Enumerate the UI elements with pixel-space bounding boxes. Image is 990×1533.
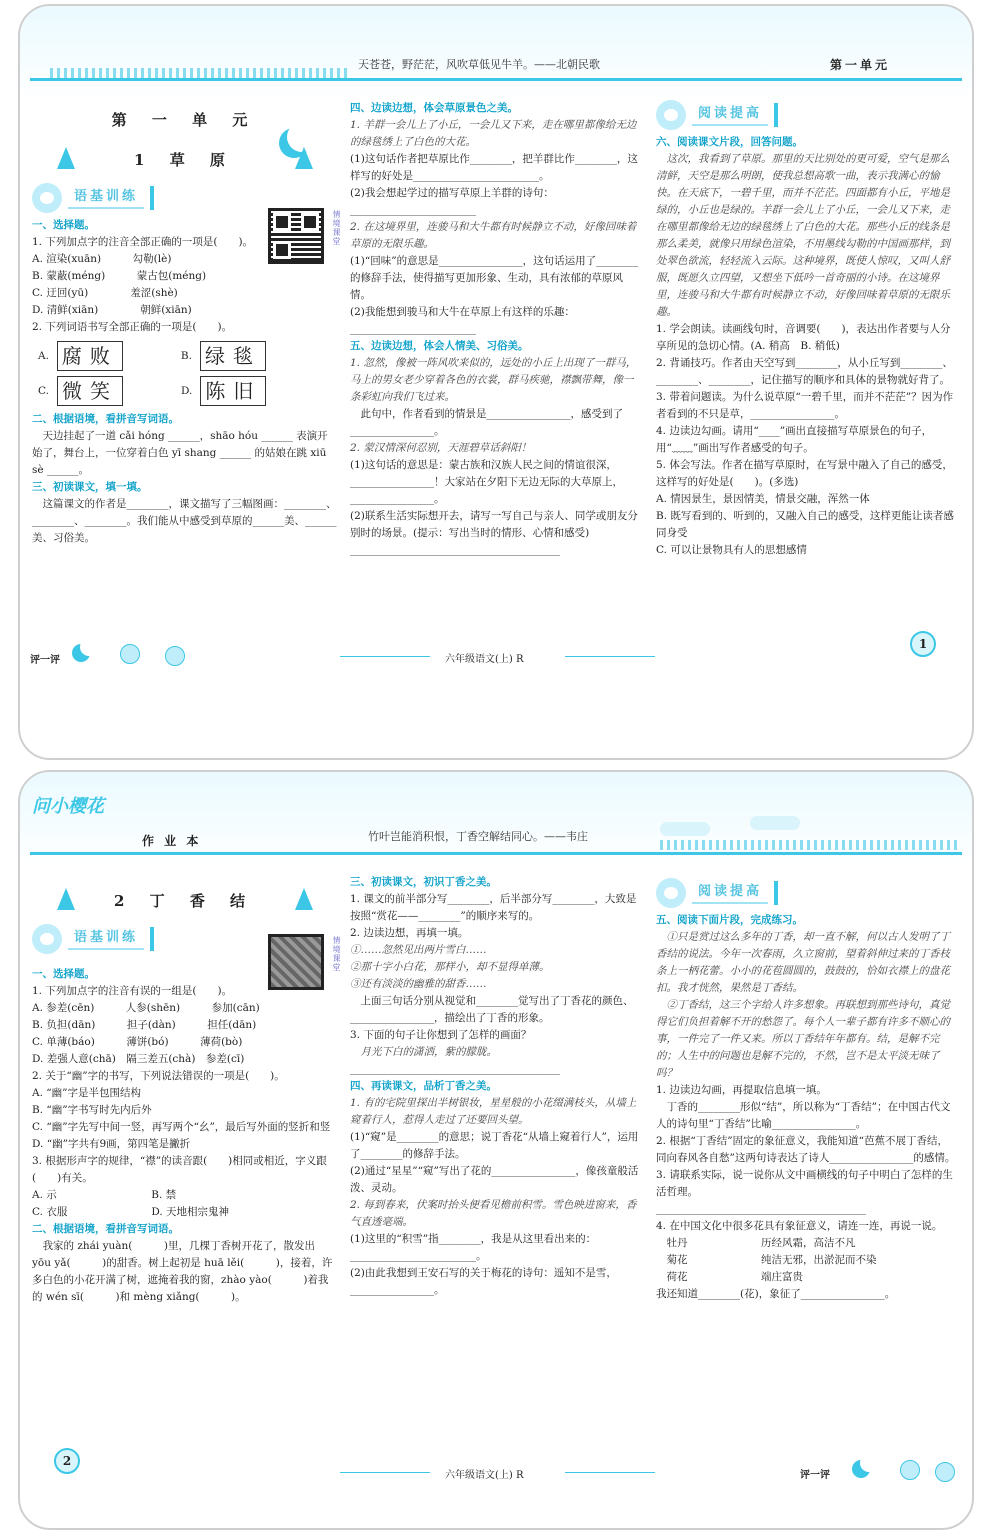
question-text: 我家的 zhái yuàn( )里，几棵丁香树开花了，散发出 yōu yǎ( )的甜香。树上起初是 huā lěi( )，接着，许多白色的小花开满了树，遮掩着我的窗，zhào yào( )着我的 wén sī( )和 mèng xiǎng( )。 <box>32 1240 333 1303</box>
question-text: 1. 学会朗读。读画线句时，音调要( )，表达出作者要与人分享所见的急切心情。(A. 稍高 B. 稍低) <box>656 323 951 352</box>
footer-book: 六年级语文(上) R <box>445 654 524 665</box>
banner-read <box>656 878 958 908</box>
option-letter: D. <box>181 384 193 397</box>
question-text: (1)这句话的意思是：蒙古族和汉族人民之间的情谊很深，________________！大家站在夕阳下无边无际的大草原上，________________。 <box>350 459 623 505</box>
footer-rate: 评一评 <box>30 655 60 666</box>
lesson-header <box>32 888 337 910</box>
section-heading: 四、边读边想，体会草原景色之美。 <box>350 102 518 114</box>
word-chars: 腐败 <box>61 344 118 368</box>
passage-text: 月光下白的潇洒，紫的朦胧。 <box>350 1046 497 1058</box>
passage-text: ①只是赏过这么多年的丁香，却一直不解，何以古人发明了丁香结的说法。今年一次春雨，久立窗前，望着斜伸过来的丁香枝条上一柄花蕾。小小的花苞圆圆的，鼓鼓的，恰如衣襟上的盘花扣。我才恍然，果然是丁香结。 <box>656 931 950 994</box>
qr-code[interactable] <box>268 208 324 264</box>
moon-icon <box>287 122 317 152</box>
moon-icon <box>80 638 98 656</box>
page-1 <box>18 4 974 760</box>
passage-text: 1. 忽然，像被一阵风吹来似的，远处的小丘上出现了一群马，马上的男女老少穿着各色的衣裳，群马疾驰，襟飘带舞，像一条彩虹向我们飞过来。 <box>350 357 637 403</box>
footer-line <box>340 1472 430 1473</box>
question-text: 1. 下列加点字的注音全部正确的一项是( )。 <box>32 236 254 248</box>
column-3-questions <box>656 912 958 1303</box>
question-text: 此句中，作者看到的情景是________________，感受到了________________。 <box>350 408 623 437</box>
banner-bar <box>150 186 154 210</box>
question-text: 4. 边读边勾画。请用“____”画出直接描写草原景色的句子，用“﹏﹏”画出写作者感受的句子。 <box>656 425 933 454</box>
word-chars: 微笑 <box>62 379 118 403</box>
word-chars: 陈旧 <box>205 379 262 403</box>
passage-text: ①……忽然见出两片雪白…… <box>350 944 487 956</box>
header-decor <box>660 840 960 850</box>
banner-read <box>656 100 958 130</box>
question-text: 上面三句话分别从视觉和________觉写出了丁香花的颜色、________________，描绘出了丁香的形象。 <box>350 995 634 1024</box>
word-box <box>200 376 266 406</box>
passage-text: ②丁香结，这三个字给人许多想象。再联想到那些诗句，真觉得它们负担着解不开的愁怨了。每个人一辈子都有许多不顺心的事，一件完了一件又来。所以丁香结年年都有。结，是解不完的；人生中的问题也是解不完的，不然，岂不是太平淡无味了吗？ <box>656 999 950 1079</box>
question-text: D. “幽”字共有9画，第四笔是撇折 <box>32 1138 191 1150</box>
question-text: 我还知道________(花)，象征了________________。 <box>656 1288 896 1300</box>
question-text: (2)我能想到骏马和大牛在草原上有这样的乐趣：________________________ <box>350 306 575 335</box>
section-heading: 六、阅读课文片段，回答问题。 <box>656 136 803 148</box>
question-text: 2. 边读边想，再填一填。 <box>350 927 469 939</box>
footer-line <box>565 656 655 657</box>
ball-icon <box>935 1462 955 1482</box>
mascot-icon <box>656 878 686 908</box>
question-text: 2. 背诵技巧。作者由天空写到________，从小丘写到________、________、________，记住描写的顺序和具体的景物就好背了。 <box>656 357 953 386</box>
question-text: 2. 下列词语书写全部正确的一项是( )。 <box>32 321 233 333</box>
question-text: (1)“回味”的意思是________________，这句话运用了________的修辞手法，使得描写更加形象、生动，具有浓郁的草原风情。 <box>350 255 639 301</box>
question-text: A. 情因景生，景因情美，情景交融，浑然一体 <box>656 493 870 505</box>
question-text: B. 蒙蔽(méng) 蒙古包(méng) <box>32 270 207 282</box>
banner-text: 阅读提高 <box>692 883 768 904</box>
question-text: (1)这句话作者把草原比作________，把羊群比作________，这样写的好处是________________________。 <box>350 153 638 182</box>
section-heading: 四、再读课文，品析丁香之美。 <box>350 1080 497 1092</box>
passage-text: 2. 蒙汉情深何忍别，天涯碧草话斜阳！ <box>350 442 532 454</box>
column-2 <box>350 100 642 559</box>
mascot-icon <box>32 924 62 954</box>
lesson-title: 2 丁 香 结 <box>113 892 256 910</box>
question-text: D. 清鲜(xiān) 朝鲜(xiān) <box>32 304 192 316</box>
banner-bar <box>774 103 778 127</box>
column-1 <box>32 102 341 547</box>
section-heading: 二、根据语境，看拼音写词语。 <box>32 1223 179 1235</box>
question-text: A. 参差(cēn) 人参(shēn) 参加(cān) <box>32 1002 260 1014</box>
question-text: A. 示 B. 禁 <box>32 1189 177 1201</box>
question-text: 牡丹 历经风霜，高洁不凡 <box>656 1237 856 1249</box>
word-box <box>200 341 266 371</box>
column-2 <box>350 874 642 1299</box>
question-text: ________________________________________ <box>350 1063 560 1075</box>
unit-title: 第 一 单 元 <box>111 111 258 129</box>
word-chars: 绿毯 <box>204 344 261 368</box>
brand-logo: 问小樱花 <box>32 796 104 817</box>
question-text: ________________________________________ <box>656 1203 866 1215</box>
question-text: 菊花 纯洁无邪，出淤泥而不染 <box>656 1254 877 1266</box>
moon-icon <box>860 1454 878 1472</box>
passage-text: 2. 在这境界里，连骏马和大牛都有时候静立不动，好像回味着草原的无限乐趣。 <box>350 221 637 250</box>
banner-bar <box>774 881 778 905</box>
banner-text: 语基训练 <box>68 929 144 950</box>
question-text: 丁香的________形似“结”，所以称为“丁香结”；在中国古代文人的诗句里“丁香结”比喻________________。 <box>656 1101 951 1130</box>
qr-label: 情境课堂 <box>332 936 341 972</box>
column-3-questions <box>656 134 958 559</box>
section-heading: 二、根据语境，看拼音写词语。 <box>32 413 179 425</box>
question-text: 3. 带着问题读。为什么说草原“一碧千里，而并不茫茫”？因为作者看到的不只是草，________________。 <box>656 391 954 420</box>
unit-label: 第一单元 <box>830 58 891 72</box>
mascot-icon <box>656 100 686 130</box>
banner-text: 阅读提高 <box>692 105 768 126</box>
passage-text: 1. 羊群一会儿上了小丘，一会儿又下来，走在哪里都像给无边的绿毯绣上了白色的大花。 <box>350 119 637 148</box>
cloud-icon <box>660 822 710 836</box>
footer-rate: 评一评 <box>800 1470 830 1481</box>
question-text: B. “幽”字书写时先内后外 <box>32 1104 152 1116</box>
section-heading: 五、边读边想，体会人情美、习俗美。 <box>350 340 529 352</box>
question-text: (2)由此我想到王安石写的关于梅花的诗句：遥知不是雪，________________。 <box>350 1267 617 1296</box>
ball-icon <box>120 644 140 664</box>
question-text: ________________________________________ <box>350 544 560 556</box>
lesson-title: 1 草 原 <box>134 151 235 169</box>
section-heading: 三、初读课文，填一填。 <box>32 481 148 493</box>
question-text: (2)通过“星星”“窥”写出了花的________________，像孩童般活泼、灵动。 <box>350 1165 639 1194</box>
page-2 <box>18 770 974 1530</box>
page-number: 1 <box>910 631 936 657</box>
ball-icon <box>165 646 185 666</box>
header-line <box>30 852 962 855</box>
header-line <box>30 78 962 81</box>
question-text: C. 衣服 D. 天地相宗鬼神 <box>32 1206 230 1218</box>
question-text: 1. 课文的前半部分写________，后半部分写________，大致是按照“赏花——________”的顺序来写的。 <box>350 893 637 922</box>
column-3 <box>656 96 958 559</box>
tree-icon <box>295 888 313 910</box>
column-1 <box>32 880 341 1306</box>
option-letter: C. <box>38 384 49 397</box>
mascot-icon <box>32 183 62 213</box>
passage-text: 这次，我看到了草原。那里的天比别处的更可爱，空气是那么清鲜，天空是那么明朗，使我总想高歌一曲，表示我满心的愉快。在天底下，一碧千里，而并不茫茫。四面都有小丘，平地是绿的，小丘也是绿的。羊群一会儿上了小丘，一会儿又下来，走在哪里都像给无边的绿毯绣上了白色的大花。那些小丘的线条是那么柔美，就像只用绿色渲染，不用墨线勾勒的中国画那样，到处翠色欲流，轻轻流入云际。这种境界，既使人惊叹，又叫人舒服，既愿久立四望，又想坐下低吟一首奇丽的小诗。在这境界里，连骏马和大牛都有时候静立不动，好像回味着草原的无限乐趣。 <box>656 153 950 318</box>
ball-icon <box>900 1460 920 1480</box>
section-heading: 三、初读课文，初识丁香之美。 <box>350 876 497 888</box>
section-heading: 一、选择题。 <box>32 219 95 231</box>
tree-icon <box>57 888 75 910</box>
question-text: (2)我会想起学过的描写草原上羊群的诗句：________________________ <box>350 187 554 216</box>
question-text: 这篇课文的作者是________，课文描写了三幅图画：________、________、________。我们能从中感受到草原的______美、______美、习俗美。 <box>32 498 337 544</box>
question-text: A. “幽”字是半包围结构 <box>32 1087 141 1099</box>
word-box-row <box>32 376 337 406</box>
question-text: D. 差强人意(chā) 隔三差五(chà) 参差(cī) <box>32 1053 245 1065</box>
workbook-label: 作 业 本 <box>142 834 202 848</box>
question-text: 1. 下列加点字的注音有误的一组是( )。 <box>32 985 233 997</box>
motto: 竹叶岂能消积恨，丁香空解结同心。——韦庄 <box>368 830 588 843</box>
word-box <box>57 341 123 371</box>
banner-text: 语基训练 <box>68 188 144 209</box>
question-text: A. 渲染(xuān) 勾勒(lè) <box>32 253 172 265</box>
section-heading: 五、阅读下面片段，完成练习。 <box>656 914 803 926</box>
question-text: B. 既写看到的、听到的，又融入自己的感受，这样更能让读者感同身受 <box>656 510 954 539</box>
question-text: C. 单薄(báo) 薄饼(bó) 薄荷(bò) <box>32 1036 243 1048</box>
question-text: (1)这里的“积雪”指________，我是从这里看出来的：________________________。 <box>350 1233 597 1262</box>
question-text: C. “幽”字先写中间一竖，再写两个“幺”，最后写外面的竖折和竖 <box>32 1121 331 1133</box>
qr-code[interactable] <box>268 934 324 990</box>
option-letter: A. <box>38 349 49 362</box>
section-heading: 一、选择题。 <box>32 968 95 980</box>
passage-text: ②那十字小白花，那样小，却不显得单薄。 <box>350 961 550 973</box>
option-letter: B. <box>180 349 192 362</box>
word-boxes <box>32 341 337 406</box>
footer-book: 六年级语文(上) R <box>445 1470 524 1481</box>
passage-text: 2. 每到春来，伏案时抬头便看见檐前积雪。雪色映进窗来，香气直透毫端。 <box>350 1199 637 1228</box>
page-number: 2 <box>54 1448 80 1474</box>
column-3 <box>656 874 958 1303</box>
column-1-questions <box>32 966 337 1306</box>
question-text: 4. 在中国文化中很多花具有象征意义，请连一连，再说一说。 <box>656 1220 943 1232</box>
header-decor <box>50 68 350 78</box>
motto: 天苍苍，野茫茫，风吹草低见牛羊。——北朝民歌 <box>358 58 600 71</box>
question-text: 3. 根据形声字的规律，“襟”的读音跟( )相同或相近，字义跟( )有关。 <box>32 1155 327 1184</box>
question-text: C. 可以让景物具有人的思想感情 <box>656 544 807 556</box>
word-box <box>57 376 123 406</box>
footer-line <box>565 1472 655 1473</box>
question-text: 3. 下面的句子让你想到了怎样的画面？ <box>350 1029 532 1041</box>
header-band <box>20 6 972 101</box>
question-text: (2)联系生活实际想开去，请写一写自己与亲人、同学或朋友分别时的场景。(提示：写出当时的情形、心情和感受) <box>350 510 638 539</box>
banner-bar <box>150 927 154 951</box>
question-text: 2. 关于“幽”字的书写，下列说法错误的一项是( )。 <box>32 1070 285 1082</box>
tree-icon <box>57 147 75 169</box>
lesson-header <box>32 147 337 169</box>
question-text: 1. 边读边勾画，再提取信息填一填。 <box>656 1084 827 1096</box>
cloud-icon <box>750 816 800 830</box>
question-text: 2. 根据“丁香结”固定的象征意义，我能知道“芭蕉不展丁香结，同向春风各自愁”这两句诗表达了诗人________________的感情。 <box>656 1135 956 1164</box>
question-text: (1)“窥”是________的意思；说丁香花“从墙上窥着行人”，运用了________的修辞手法。 <box>350 1131 639 1160</box>
qr-label: 情境课堂 <box>332 210 341 246</box>
question-text: B. 负担(dān) 担子(dàn) 担任(dān) <box>32 1019 257 1031</box>
question-text: 5. 体会写法。作者在描写草原时，在写景中融入了自己的感受，这样写的好处是( )。(多选) <box>656 459 953 488</box>
question-text: 3. 请联系实际，说一说你从文中画横线的句子中明白了怎样的生活哲理。 <box>656 1169 953 1198</box>
word-box-row <box>32 341 337 371</box>
column-1-questions-b <box>32 411 337 547</box>
passage-text: ③还有淡淡的幽雅的甜香…… <box>350 978 487 990</box>
question-text: 天边挂起了一道 cǎi hóng ______，shāo hóu ______ 表演开始了，舞台上，一位穿着白色 yī shang ______ 的姑娘在跳 xiū sè ______。 <box>32 430 328 476</box>
question-text: C. 迂回(yū) 羞涩(shè) <box>32 287 178 299</box>
passage-text: 1. 有的宅院里探出半树银妆，星星般的小花缀满枝头，从墙上窥着行人，惹得人走过了还要回头望。 <box>350 1097 637 1126</box>
question-text: 荷花 端庄富贵 <box>656 1271 803 1283</box>
footer-line <box>340 656 430 657</box>
